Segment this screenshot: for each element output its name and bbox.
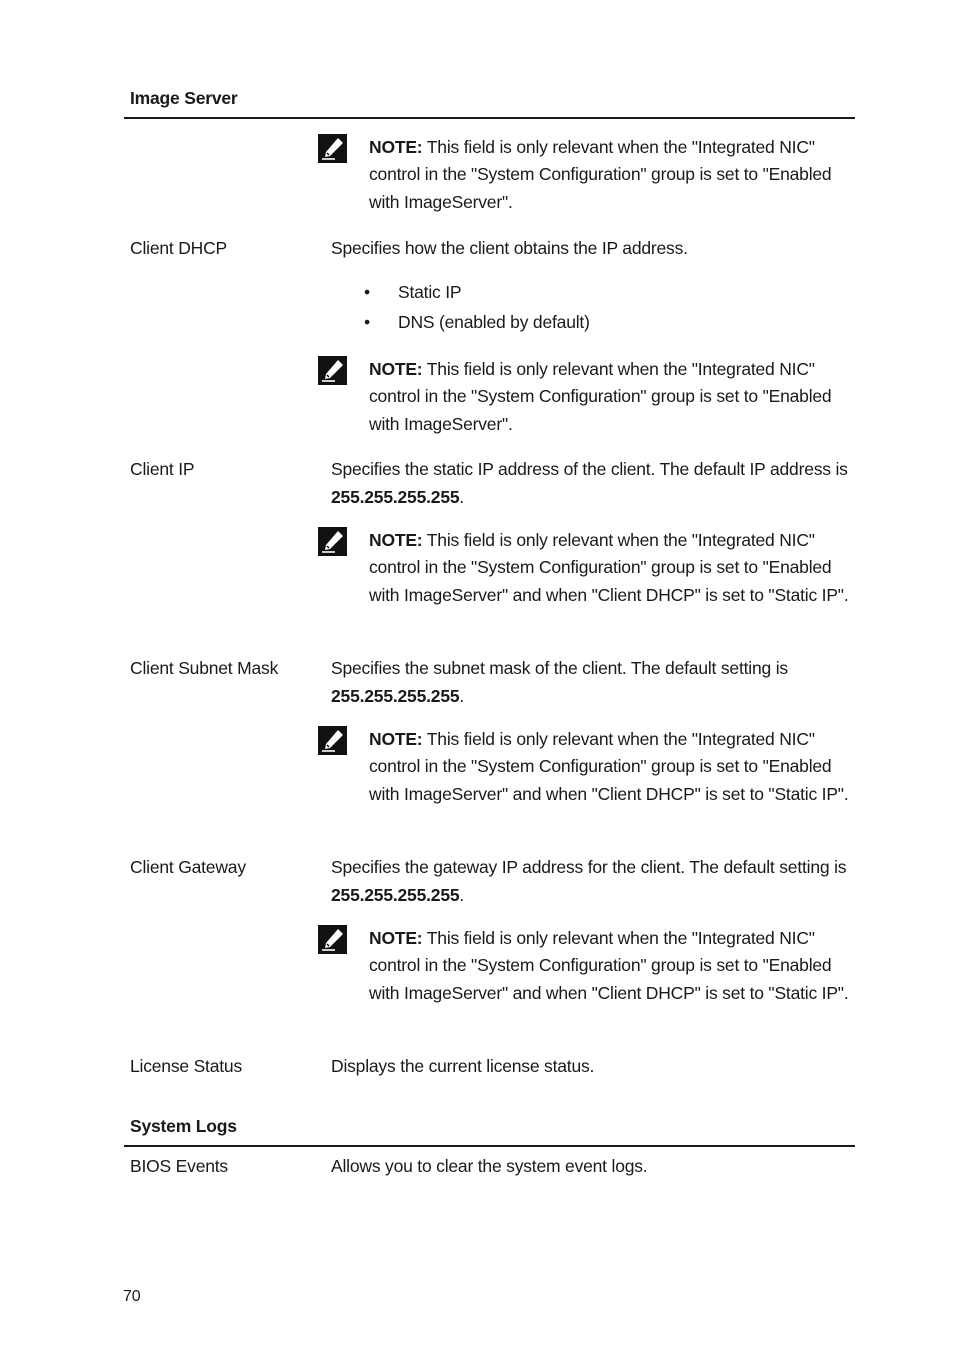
default-value: 255.255.255.255 bbox=[331, 686, 460, 706]
desc-text: Specifies the gateway IP address for the client. The default setting is bbox=[331, 857, 847, 877]
note-text bbox=[369, 527, 859, 609]
row-label-bios-events: BIOS Events bbox=[130, 1156, 228, 1176]
note-lead: NOTE: bbox=[369, 530, 423, 550]
row-label-client-ip: Client IP bbox=[130, 459, 195, 479]
row-desc-client-subnet-mask bbox=[331, 654, 851, 710]
option-list-client-dhcp bbox=[362, 277, 590, 337]
default-value: 255.255.255.255 bbox=[331, 487, 460, 507]
desc-text-end: . bbox=[459, 686, 465, 706]
row-desc-license-status: Displays the current license status. bbox=[331, 1056, 595, 1076]
note-body: This field is only relevant when the "Integrated NIC" control in the "System Configuration" group is set to "Enabled with ImageServer" and when "Client DHCP" is set to "Static IP". bbox=[369, 530, 849, 605]
section-rule bbox=[124, 117, 855, 119]
note-lead: NOTE: bbox=[369, 359, 423, 379]
row-desc-client-dhcp: Specifies how the client obtains the IP address. bbox=[331, 238, 688, 258]
option-dns: • DNS (enabled by default) bbox=[362, 307, 590, 337]
note-pencil-icon bbox=[318, 726, 347, 755]
row-label-client-gateway: Client Gateway bbox=[130, 857, 246, 877]
note-body: This field is only relevant when the "Integrated NIC" control in the "System Configuration" group is set to "Enabled with ImageServer" and when "Client DHCP" is set to "Static IP". bbox=[369, 729, 849, 804]
note-pencil-icon bbox=[318, 925, 347, 954]
note-pencil-icon bbox=[318, 527, 347, 556]
row-desc-bios-events: Allows you to clear the system event logs. bbox=[331, 1156, 648, 1176]
page-number: 70 bbox=[123, 1288, 141, 1305]
note-body: This field is only relevant when the "Integrated NIC" control in the "System Configuration" group is set to "Enabled with ImageServer" and when "Client DHCP" is set to "Static IP". bbox=[369, 928, 849, 1003]
default-value: 255.255.255.255 bbox=[331, 885, 460, 905]
option-static-ip: • Static IP bbox=[362, 277, 590, 307]
row-label-client-dhcp: Client DHCP bbox=[130, 238, 227, 258]
note-text bbox=[369, 726, 859, 808]
note-body: This field is only relevant when the "Integrated NIC" control in the "System Configuration" group is set to "Enabled with ImageServer". bbox=[369, 359, 832, 434]
row-label-client-subnet-mask: Client Subnet Mask bbox=[130, 658, 279, 678]
note-body: This field is only relevant when the "Integrated NIC" control in the "System Configuration" group is set to "Enabled with ImageServer". bbox=[369, 137, 832, 212]
note-lead: NOTE: bbox=[369, 137, 423, 157]
note-lead: NOTE: bbox=[369, 729, 423, 749]
section-rule bbox=[124, 1145, 855, 1147]
section-title-system-logs: System Logs bbox=[130, 1116, 237, 1136]
desc-text-end: . bbox=[459, 487, 465, 507]
row-label-license-status: License Status bbox=[130, 1056, 242, 1076]
note-text bbox=[369, 134, 859, 216]
desc-text: Specifies the subnet mask of the client. The default setting is bbox=[331, 658, 788, 678]
row-desc-client-ip bbox=[331, 455, 851, 511]
note-pencil-icon bbox=[318, 356, 347, 385]
note-text bbox=[369, 356, 859, 438]
note-text bbox=[369, 925, 859, 1007]
desc-text-end: . bbox=[459, 885, 465, 905]
section-title-image-server: Image Server bbox=[130, 88, 238, 108]
note-lead: NOTE: bbox=[369, 928, 423, 948]
desc-text: Specifies the static IP address of the client. The default IP address is bbox=[331, 459, 848, 479]
note-pencil-icon bbox=[318, 134, 347, 163]
row-desc-client-gateway bbox=[331, 853, 851, 909]
